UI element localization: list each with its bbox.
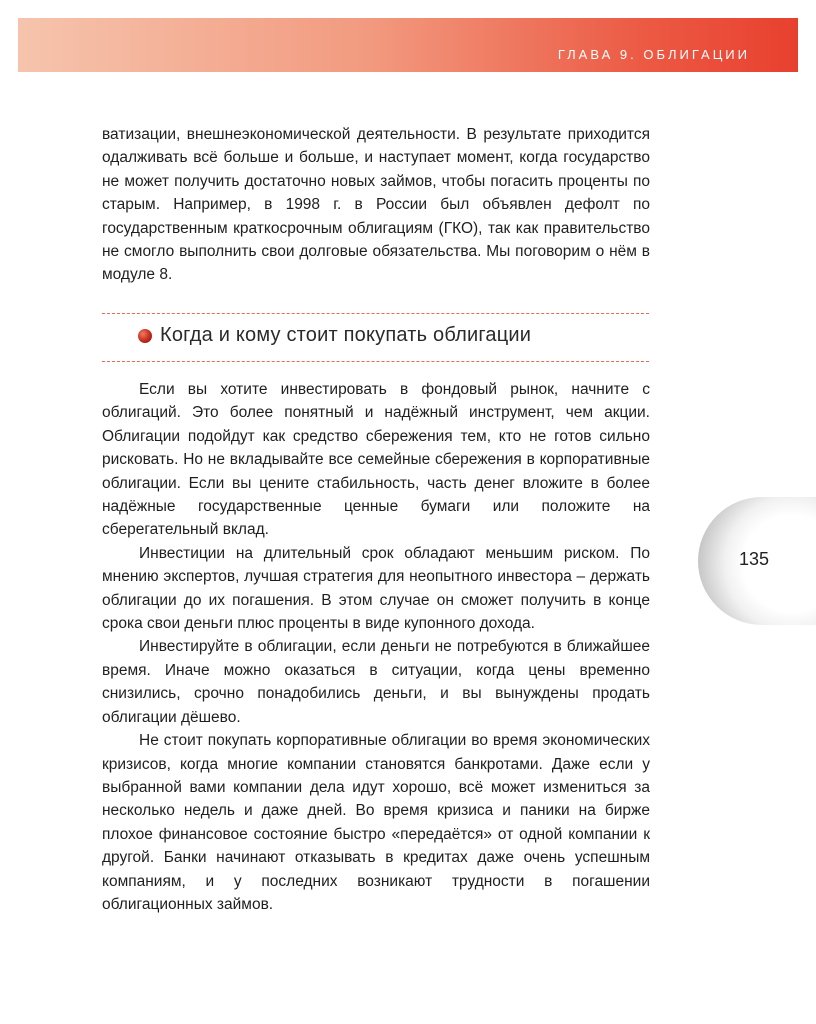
page-number: 135 bbox=[739, 549, 770, 569]
chapter-header-band bbox=[18, 18, 798, 72]
bullet-icon bbox=[138, 329, 152, 343]
intro-paragraph: ватизации, внешнеэкономической деятельности. В результате приходится одалживать всё больше и больше, и наступает момент, когда государство не может получить достаточно новых займов, чтобы погасить проценты по старым. Например, в 1998 г. в России был объявлен дефолт по государственным краткосрочным облигациям (ГКО), так как правительство не смогло выполнить свои долговые обязательства. Мы поговорим о нём в модуле 8. bbox=[102, 126, 650, 284]
section-divider-top bbox=[102, 313, 649, 314]
section-body bbox=[102, 378, 650, 916]
body-paragraph: Не стоит покупать корпоративные облигации во время экономических кризисов, когда многие компании становятся банкротами. Даже если у выбранной вами компании дела идут хорошо, всё может измениться за несколько недель и даже дней. Во время кризиса и паники на бирже плохое финансовое состояние быстро «передаётся» от одной компании к другой. Банки начинают отказывать в кредитах даже очень успешным компаниям, и у последних возникают трудности в погашении облигационных займов. bbox=[102, 732, 650, 913]
section-heading bbox=[138, 324, 531, 347]
body-paragraph: Инвестируйте в облигации, если деньги не потребуются в ближайшее время. Иначе можно оказаться в ситуации, когда цены временно снизились, срочно понадобились деньги, и вы вынуждены продать облигации дёшево. bbox=[102, 638, 650, 726]
section-divider-bottom bbox=[102, 361, 649, 362]
intro-text-block bbox=[102, 123, 650, 287]
section-title: Когда и кому стоит покупать облигации bbox=[160, 324, 532, 346]
chapter-title: ГЛАВА 9. ОБЛИГАЦИИ bbox=[557, 47, 750, 62]
body-paragraph: Если вы хотите инвестировать в фондовый рынок, начните с облигаций. Это более понятный и надёжный инструмент, чем акции. Облигации подойдут как средство сбережения тем, кто не готов сильно рисковать. Но не вкладывайте все семейные сбережения в корпоративные облигации. Если вы цените стабильность, часть денег вложите в более надёжные государственные ценные бумаги или положите на сберегательный вклад. bbox=[102, 381, 650, 539]
body-paragraph: Инвестиции на длительный срок обладают меньшим риском. По мнению экспертов, лучшая стратегия для неопытного инвестора – держать облигации до их погашения. В этом случае он сможет получить в конце срока свои деньги плюс проценты в виде купонного дохода. bbox=[102, 544, 650, 633]
